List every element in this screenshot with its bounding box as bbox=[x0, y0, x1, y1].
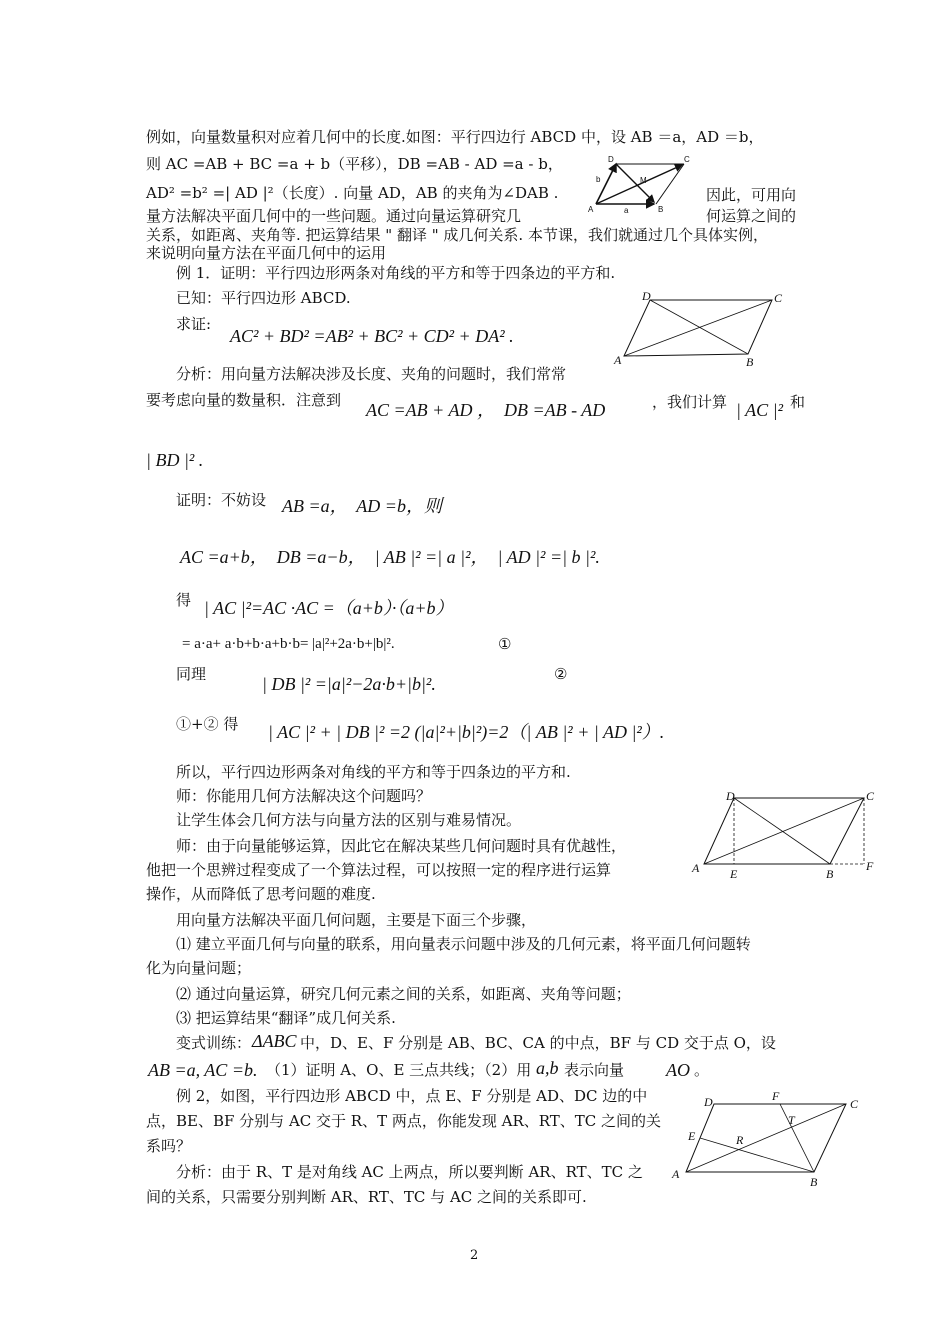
fig1-label-c: C bbox=[684, 155, 690, 164]
analysis-bd-squared: | BD |² . bbox=[146, 450, 204, 470]
fig4-label-f: F bbox=[772, 1089, 780, 1103]
teacher-remark-1: 师：由于向量能够运算，因此它在解决某些几何问题时具有优越性， bbox=[176, 837, 627, 855]
fig1-label-b-vec: b bbox=[596, 175, 601, 184]
variant-end: 。 bbox=[694, 1061, 710, 1079]
analysis-line-2: 要考虑向量的数量积．注意到 bbox=[146, 391, 342, 409]
text-line-3: AD² =b² =| AD |²（长度）. 向量 AD，AB 的夹角为∠DAB . bbox=[146, 184, 559, 202]
variant-ao: AO bbox=[666, 1060, 690, 1080]
figure-3-parallelogram-heights bbox=[690, 788, 890, 884]
proof-ac-expansion: | AC |²=AC ·AC =（a+b）·（a+b） bbox=[204, 598, 454, 618]
page-number: 2 bbox=[470, 1248, 479, 1263]
fig2-label-a: A bbox=[614, 353, 622, 367]
fig3-label-a: A bbox=[692, 861, 700, 875]
proof-assume: AB =a， AD =b，则 bbox=[282, 496, 442, 516]
text-line-2: 则 AC =AB + BC =a + b（平移），DB =AB - AD =a - b， bbox=[146, 155, 563, 173]
fig2-label-b: B bbox=[746, 355, 754, 369]
fig4-label-e: E bbox=[688, 1129, 696, 1143]
analysis-compute: ，我们计算 bbox=[652, 393, 728, 411]
fig1-label-a: A bbox=[588, 205, 594, 214]
teacher-question: 师：你能用几何方法解决这个问题吗？ bbox=[176, 787, 432, 805]
equation-marker-2: ② bbox=[554, 665, 568, 683]
example-2-line-2: 点，BE、BF 分别与 AC 交于 R、T 两点，你能发现 AR、RT、TC 之间的关 bbox=[146, 1112, 662, 1130]
fig1-label-m: M bbox=[640, 176, 647, 185]
teacher-remark-3: 操作，从而降低了思考问题的难度. bbox=[146, 885, 376, 903]
text-line-5: 关系，如距离、夹角等. 把运算结果 " 翻译 " 成几何关系. 本节课，我们就通过几个具体实例， bbox=[146, 226, 768, 244]
fig3-label-f: F bbox=[866, 859, 874, 873]
step-2: ⑵ 通过向量运算，研究几何元素之间的关系，如距离、夹角等问题； bbox=[176, 985, 631, 1003]
analysis-ac-squared: | AC |² bbox=[736, 400, 783, 420]
fig4-label-t: T bbox=[788, 1113, 795, 1127]
proof-vectors: AC =a+b， DB =a−b， | AB |² =| a |²， | AD |² =| b |². bbox=[180, 547, 600, 567]
variant-vectors: AB =a, AC =b. bbox=[148, 1060, 258, 1080]
text-line-4: 量方法解决平面几何中的一些问题。通过向量运算研究几 bbox=[146, 207, 522, 225]
fig1-label-d: D bbox=[608, 155, 614, 164]
fig3-label-b: B bbox=[826, 867, 834, 881]
fig4-label-d: D bbox=[704, 1095, 713, 1109]
text-line-4-end: 何运算之间的 bbox=[706, 207, 797, 225]
similarly-label: 同理 bbox=[176, 665, 207, 683]
proof-get-label: 得 bbox=[176, 591, 192, 609]
text-line-1: 例如，向量数量积对应着几何中的长度.如图：平行四边行 ABCD 中，设 AB ＝a，AD ＝b， bbox=[146, 128, 764, 146]
fig2-label-d: D bbox=[642, 289, 651, 303]
fig1-label-b: B bbox=[658, 205, 664, 214]
text-line-3-end: 因此，可用向 bbox=[706, 186, 797, 204]
fig4-label-a: A bbox=[672, 1167, 680, 1181]
fig3-label-d: D bbox=[726, 789, 735, 803]
figure-1-parallelogram bbox=[588, 152, 698, 218]
steps-intro: 用向量方法解决平面几何问题，主要是下面三个步骤， bbox=[176, 911, 537, 929]
given-line: 已知：平行四边形 ABCD. bbox=[176, 289, 351, 307]
analysis-line-1: 分析：用向量方法解决涉及长度、夹角的问题时，我们常常 bbox=[176, 365, 567, 383]
text-line-6: 来说明向量方法在平面几何中的运用 bbox=[146, 244, 387, 262]
example-2-analysis-1: 分析：由于 R、T 是对角线 AC 上两点，所以要判断 AR、RT、TC 之 bbox=[176, 1163, 643, 1181]
fig4-label-c: C bbox=[850, 1097, 859, 1111]
proof-sum: | AC |² + | DB |² =2 (|a|²+|b|²)=2（| AB |² + | AD |²）. bbox=[268, 722, 665, 742]
variant-ab: a,b bbox=[536, 1058, 559, 1078]
variant-text: 中，D、E、F 分别是 AB、BC、CA 的中点，BF 与 CD 交于点 O，设 bbox=[300, 1034, 776, 1052]
proof-label: 证明：不妨设 bbox=[176, 491, 267, 509]
variant-tasks: （1）证明 A、O、E 三点共线；（2）用 bbox=[266, 1061, 532, 1079]
conclusion-line: 所以，平行四边形两条对角线的平方和等于四条边的平方和. bbox=[176, 763, 571, 781]
example-1-heading: 例 1．证明：平行四边形两条对角线的平方和等于四条边的平方和. bbox=[176, 264, 616, 282]
proof-expansion-result: = a·a+ a·b+b·a+b·b= |a|²+2a·b+|b|². bbox=[182, 636, 395, 652]
variant-triangle: ΔABC bbox=[252, 1031, 297, 1051]
proof-db-expansion: | DB |² =|a|²−2a·b+|b|². bbox=[262, 674, 436, 694]
step-3: ⑶ 把运算结果“翻译”成几何关系. bbox=[176, 1009, 396, 1027]
fig4-label-r: R bbox=[736, 1133, 744, 1147]
fig1-label-a-vec: a bbox=[624, 206, 629, 215]
variant-label: 变式训练： bbox=[176, 1034, 252, 1052]
teacher-remark-2: 他把一个思辨过程变成了一个算法过程，可以按照一定的程序进行运算 bbox=[146, 861, 612, 879]
step-1-line-1: ⑴ 建立平面几何与向量的联系，用向量表示问题中涉及的几何元素，将平面几何问题转 bbox=[176, 935, 751, 953]
analysis-formula: AC =AB + AD ， DB =AB - AD bbox=[366, 400, 606, 420]
step-1-line-2: 化为向量问题； bbox=[146, 959, 252, 977]
example-2-line-3: 系吗？ bbox=[146, 1137, 192, 1155]
fig2-label-c: C bbox=[774, 291, 783, 305]
prove-label: 求证: bbox=[176, 315, 212, 333]
prove-formula: AC² + BD² =AB² + BC² + CD² + DA² . bbox=[230, 326, 514, 346]
fig4-label-b: B bbox=[810, 1175, 818, 1189]
analysis-and: 和 bbox=[790, 393, 806, 411]
example-2-analysis-2: 间的关系，只需要分别判断 AR、RT、TC 与 AC 之间的关系即可. bbox=[146, 1188, 587, 1206]
fig3-label-c: C bbox=[866, 789, 875, 803]
fig3-label-e: E bbox=[730, 867, 738, 881]
figure-2-parallelogram bbox=[612, 290, 792, 372]
equation-marker-1: ① bbox=[498, 635, 512, 653]
variant-represent: 表示向量 bbox=[564, 1061, 625, 1079]
student-note: 让学生体会几何方法与向量方法的区别与难易情况。 bbox=[176, 811, 522, 829]
sum-label: ①+② 得 bbox=[176, 715, 239, 733]
figure-4-parallelogram-midpoints bbox=[670, 1090, 870, 1190]
example-2-line-1: 例 2，如图，平行四边形 ABCD 中，点 E、F 分别是 AD、DC 边的中 bbox=[176, 1087, 648, 1105]
